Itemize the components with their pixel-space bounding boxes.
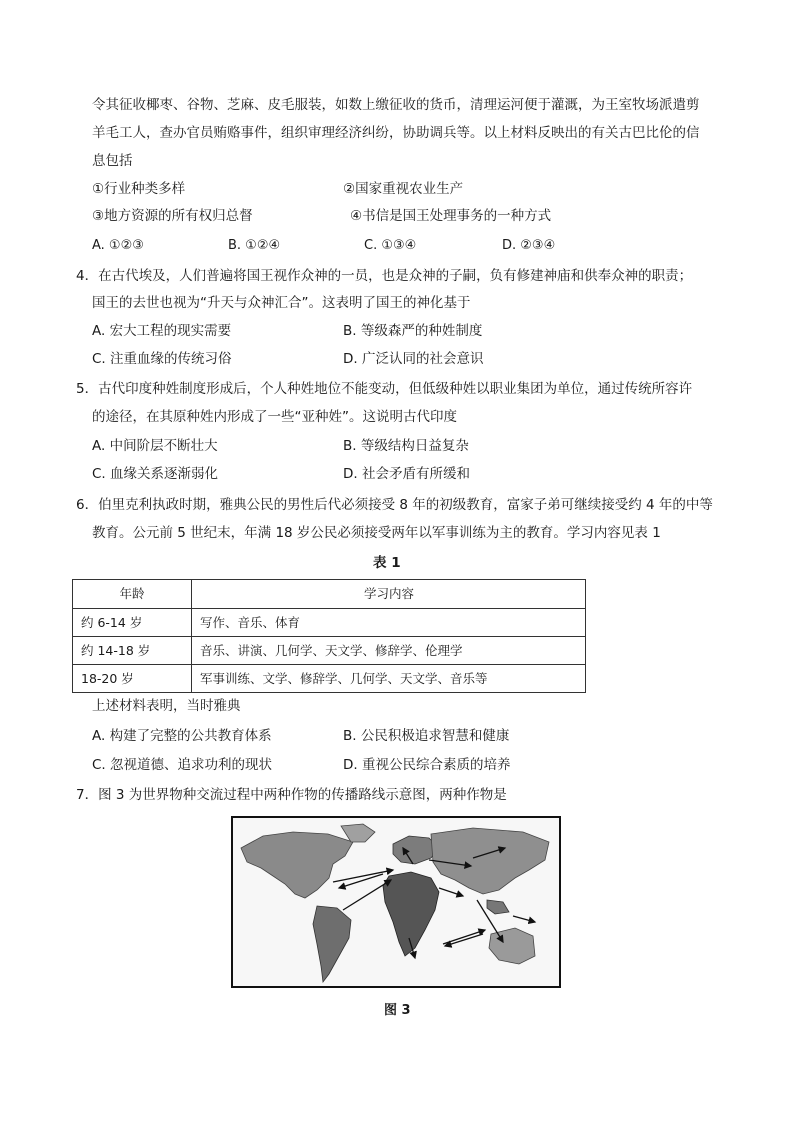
q4-stem-line-1: 4．在古代埃及，人们普遍将国王视作众神的一员，也是众神的子嗣，负有修建神庙和供奉众神的职责； — [76, 268, 693, 284]
table-cell-age: 约 6-14 岁 — [73, 609, 192, 637]
world-map-image — [233, 818, 559, 986]
q5-stem-line-2: 的途径，在其原种姓内形成了一些“亚种姓”。这说明古代印度 — [92, 409, 457, 425]
q3-text-line-1: 令其征收椰枣、谷物、芝麻、皮毛服装，如数上缴征收的货币，清理运河便于灌溉，为王室牧场派遣剪 — [92, 97, 700, 113]
table-header-content: 学习内容 — [363, 586, 414, 601]
table-cell-content: 写作、音乐、体育 — [200, 615, 301, 630]
q6-stem-line-1: 6．伯里克利执政时期，雅典公民的男性后代必须接受 8 年的初级教育，富家子弟可继续接受约 4 年的中等 — [76, 497, 713, 513]
q5-option-b[interactable]: B. 等级结构日益复杂 — [343, 438, 469, 454]
figure-caption: 图 3 — [384, 1003, 411, 1018]
q3-text-line-3: 息包括 — [92, 153, 133, 169]
table-title: 表 1 — [373, 555, 401, 571]
q4-option-c[interactable]: C. 注重血缘的传统习俗 — [92, 351, 232, 367]
q4-option-b[interactable]: B. 等级森严的种姓制度 — [343, 323, 483, 339]
q3-item-3: ③地方资源的所有权归总督 — [92, 208, 253, 224]
australia-shape — [489, 928, 535, 964]
q5-stem-line-1: 5．古代印度种姓制度形成后，个人种姓地位不能变动，但低级种姓以职业集团为单位，通过传统所容许 — [76, 381, 693, 397]
table-cell-age: 约 14-18 岁 — [73, 637, 192, 665]
q3-option-a[interactable]: A. ①②③ — [92, 238, 144, 253]
q6-stem-end: 上述材料表明，当时雅典 — [92, 698, 241, 714]
q6-option-a[interactable]: A. 构建了完整的公共教育体系 — [92, 728, 272, 744]
south-america-shape — [313, 906, 351, 982]
study-content-table — [72, 579, 586, 693]
route-arrow — [445, 934, 483, 946]
southeast-asia-shape — [487, 900, 509, 914]
q3-option-d[interactable]: D. ②③④ — [502, 238, 556, 253]
q3-text-line-2: 羊毛工人，查办官员贿赂事件，组织审理经济纠纷，协助调兵等。以上材料反映出的有关古巴比伦的信 — [92, 125, 700, 141]
q7-stem: 7．图 3 为世界物种交流过程中两种作物的传播路线示意图，两种作物是 — [76, 787, 507, 803]
q6-option-c[interactable]: C. 忽视道德、追求功利的现状 — [92, 757, 273, 773]
greenland-shape — [341, 824, 375, 842]
world-map-figure — [231, 816, 561, 988]
table-header-age: 年龄 — [73, 580, 192, 608]
table-row — [73, 664, 585, 693]
q6-option-d[interactable]: D. 重视公民综合素质的培养 — [343, 757, 511, 773]
table-header-row — [73, 580, 585, 608]
north-america-shape — [241, 832, 353, 898]
q4-stem-line-2: 国王的去世也视为“升天与众神汇合”。这表明了国王的神化基于 — [92, 295, 471, 311]
q3-item-4: ④书信是国王处理事务的一种方式 — [350, 208, 552, 224]
q5-option-c[interactable]: C. 血缘关系逐渐弱化 — [92, 466, 219, 482]
q6-option-b[interactable]: B. 公民积极追求智慧和健康 — [343, 728, 510, 744]
q4-option-a[interactable]: A. 宏大工程的现实需要 — [92, 323, 232, 339]
q3-item-2: ②国家重视农业生产 — [343, 181, 464, 197]
route-arrow — [443, 930, 485, 944]
q3-item-1: ①行业种类多样 — [92, 181, 186, 197]
q3-option-b[interactable]: B. ①②④ — [228, 238, 281, 253]
q4-option-d[interactable]: D. 广泛认同的社会意识 — [343, 351, 484, 367]
route-arrow — [513, 916, 535, 922]
q5-option-a[interactable]: A. 中间阶层不断壮大 — [92, 438, 218, 454]
table-cell-content: 音乐、讲演、几何学、天文学、修辞学、伦理学 — [200, 643, 463, 658]
q6-stem-line-2: 教育。公元前 5 世纪末，年满 18 岁公民必须接受两年以军事训练为主的教育。学习内容见表 1 — [92, 525, 661, 541]
table-cell-age: 18-20 岁 — [73, 665, 192, 693]
table-row — [73, 636, 585, 665]
q3-option-c[interactable]: C. ①③④ — [364, 238, 417, 253]
q5-option-d[interactable]: D. 社会矛盾有所缓和 — [343, 466, 470, 482]
asia-shape — [431, 828, 549, 894]
table-row — [73, 608, 585, 637]
table-cell-content: 军事训练、文学、修辞学、几何学、天文学、音乐等 — [200, 671, 488, 686]
route-arrow — [439, 888, 463, 896]
